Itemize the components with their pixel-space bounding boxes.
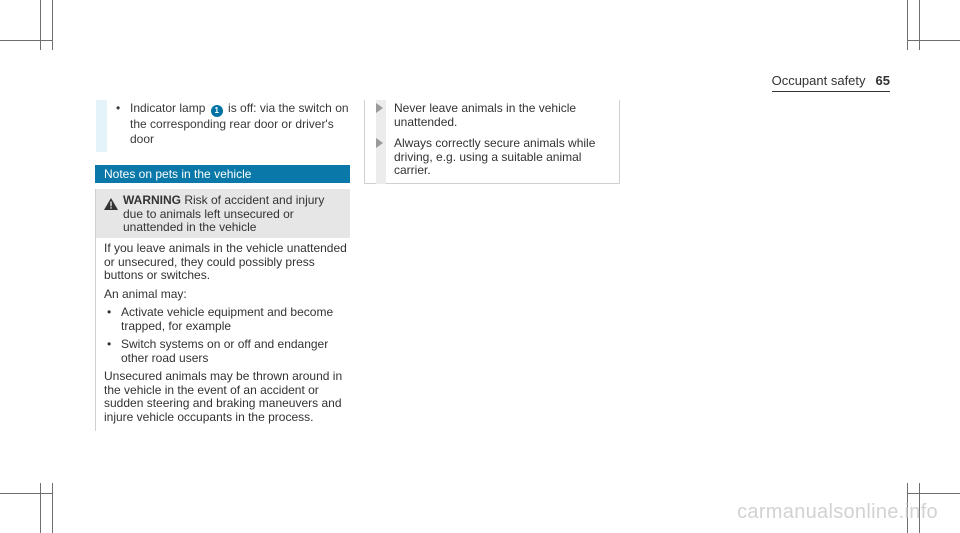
crop-mark bbox=[52, 0, 53, 50]
warning-heading bbox=[123, 194, 345, 235]
indicator-text-start: Indicator lamp bbox=[130, 101, 209, 115]
list-item-text: Activate vehicle equipment and become trapped, for example bbox=[121, 305, 334, 333]
warning-paragraph: An animal may: bbox=[104, 286, 187, 301]
indicator-text bbox=[130, 101, 350, 146]
warning-header bbox=[96, 189, 350, 238]
crop-mark bbox=[40, 483, 41, 533]
list-item bbox=[104, 306, 348, 333]
crop-mark bbox=[40, 0, 41, 50]
crop-mark bbox=[0, 40, 52, 41]
action-step bbox=[394, 102, 608, 129]
warning-paragraph: If you leave animals in the vehicle unattended or unsecured, they could possibly press buttons or switches. bbox=[104, 241, 347, 282]
warning-paragraph: Unsecured animals may be thrown around in the vehicle in the event of an accident or sudden steering and braking maneuvers and injure vehicle occupants in the process. bbox=[104, 369, 343, 424]
section-name: Occupant safety bbox=[771, 73, 866, 88]
crop-mark bbox=[907, 493, 960, 494]
list-item bbox=[104, 338, 348, 365]
warning-body bbox=[104, 242, 348, 429]
arrow-right-icon bbox=[376, 138, 383, 148]
list-item-text: Switch systems on or off and endanger other road users bbox=[121, 337, 329, 365]
box-border bbox=[364, 100, 365, 184]
crop-mark bbox=[0, 493, 52, 494]
section-title bbox=[95, 165, 350, 183]
crop-mark bbox=[919, 0, 920, 50]
arrow-right-icon bbox=[376, 103, 383, 113]
page-header bbox=[772, 73, 890, 88]
step-text: Always correctly secure animals while driving, e.g. using a suitable animal carrier. bbox=[394, 136, 596, 177]
header-rule bbox=[772, 91, 890, 92]
indicator-text-end: is off: via the switch on the corresponding rear door or driver's door bbox=[130, 101, 349, 146]
action-step bbox=[394, 137, 608, 178]
warning-label: WARNING bbox=[123, 193, 181, 207]
warning-box bbox=[95, 189, 350, 431]
indicator-note bbox=[96, 100, 350, 152]
watermark: carmanualsonline.info bbox=[737, 501, 938, 523]
step-text: Never leave animals in the vehicle unattended. bbox=[394, 101, 577, 129]
crop-mark bbox=[907, 40, 960, 41]
action-steps-box bbox=[364, 100, 620, 184]
callout-badge: 1 bbox=[211, 105, 223, 117]
warning-triangle-icon bbox=[104, 198, 118, 210]
bullet-dot: • bbox=[107, 305, 112, 319]
crop-mark bbox=[52, 483, 53, 533]
box-border bbox=[364, 183, 620, 184]
bullet-dot: • bbox=[116, 101, 121, 115]
warning-heading-text: Risk of accident and injury due to animals left unsecured or unattended in the vehicle bbox=[123, 193, 325, 234]
bullet-dot: • bbox=[107, 337, 112, 351]
section-title-text: Notes on pets in the vehicle bbox=[104, 167, 252, 181]
page-number: 65 bbox=[875, 73, 890, 88]
crop-mark bbox=[907, 0, 908, 50]
note-bar bbox=[96, 100, 107, 152]
box-border bbox=[619, 100, 620, 184]
